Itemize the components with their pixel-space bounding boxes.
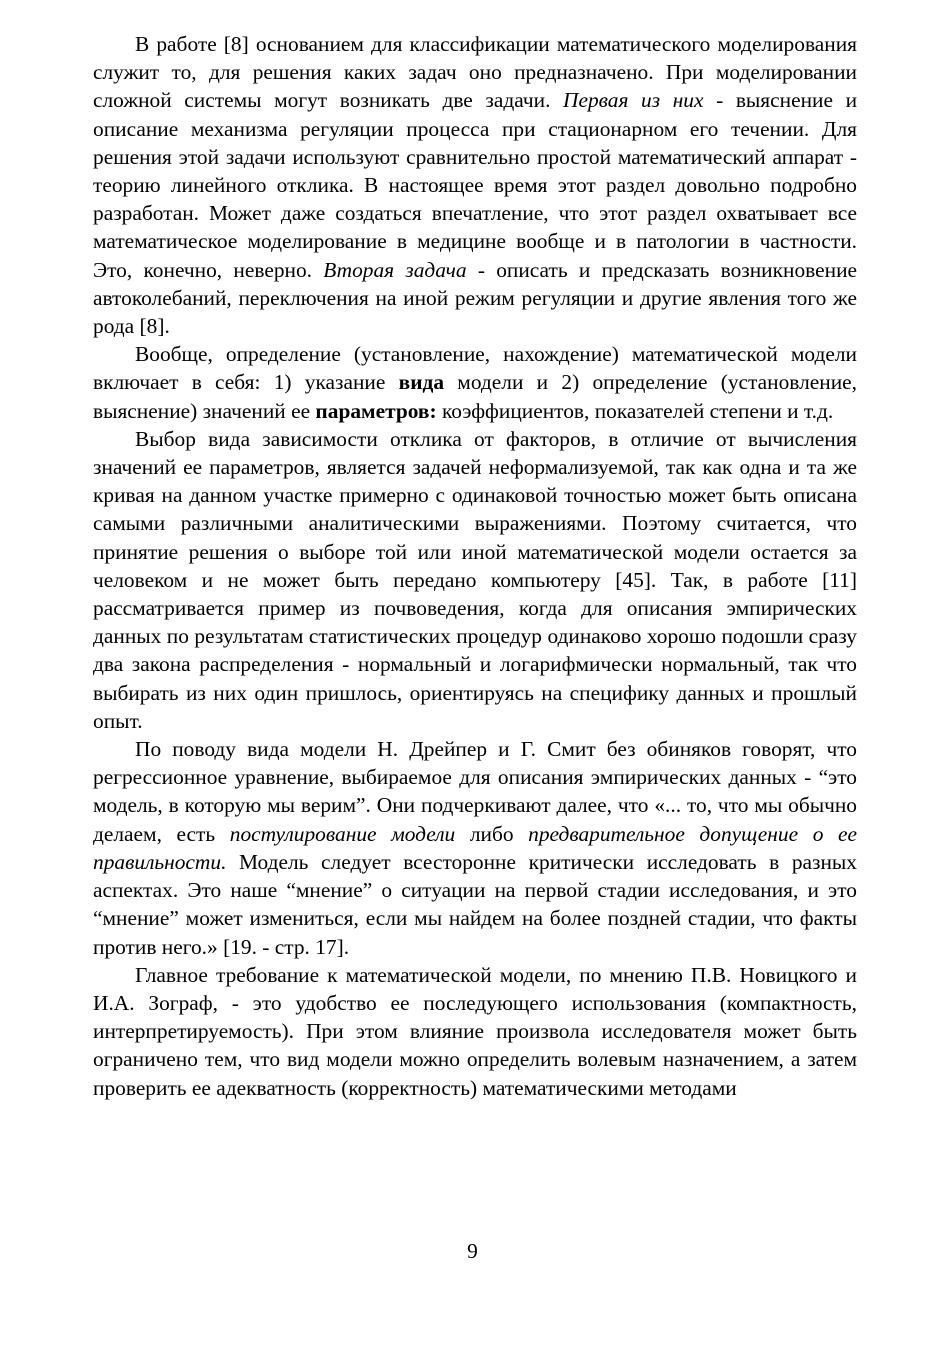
text-segment: Выбор вида зависимости отклика от факторов, в отличие от вычисления значений ее параметров, является задачей неформализуемой, так как одна и та же кривая на данном участке примерно с одинаковой точностью может быть описана самыми различными аналитическими выражениями. Поэтому считается, что принятие решения о выборе той или иной математической модели остается за человеком и не может быть передано компьютеру [45]. Так, в работе [11] рассматривается пример из почвоведения, когда для описания эмпирических данных по результатам статистических процедур одинаково хорошо подошли сразу два закона распределения - нормальный и логарифмически нормальный, так что выбирать из них один пришлось, ориентируясь на специфику данных и прошлый опыт. — [93, 426, 857, 733]
text-segment: Главное требование к математической модели, по мнению П.В. Новицкого и И.А. Зограф, - это удобство ее последующего использования (компактность, интерпретируемость). При этом влияние произвола исследователя может быть ограничено тем, что вид модели можно определить волевым назначением, а затем проверить ее адекватность (корректность) математическими методами — [93, 962, 857, 1100]
paragraph-5 — [93, 961, 857, 1102]
paragraph-4 — [93, 735, 857, 961]
page-body — [93, 30, 857, 1102]
text-segment: Модель следует всесторонне критически исследовать в разных аспектах. Это наше “мнение” о ситуации на первой стадии исследования, и это “мнение” может измениться, если мы найдем на более поздней стадии, что факты против него.» [19. - стр. 17]. — [93, 849, 857, 959]
italic-text-segment: Вторая задача — [323, 257, 467, 282]
bold-text-segment: параметров: — [315, 398, 437, 423]
bold-text-segment: вида — [398, 370, 445, 395]
text-segment: В работе [8] основанием для классификации математического моделирования служит то, для решения каких задач оно предназначено. При моделировании сложной системы могут возникать две задачи. — [93, 32, 857, 113]
text-segment: Вообще, определение (установление, нахождение) математической модели включает в себя: 1) указание — [93, 342, 857, 395]
text-segment: - описать и предсказать возникновение автоколебаний, переключения на иной режим регуляции и другие явления того же рода [8]. — [93, 257, 858, 339]
paragraph-2 — [93, 340, 857, 425]
text-segment: По поводу вида модели Н. Дрейпер и Г. Смит без обиняков говорят, что регрессионное уравнение, выбираемое для описания эмпирических данных - “это модель, в которую мы верим”. Они подчеркивают далее, что «... то, что мы обычно делаем, есть — [93, 737, 857, 846]
page-number: 9 — [467, 1239, 478, 1263]
text-segment: коэффициентов, показателей степени и т.д. — [436, 398, 834, 423]
text-segment: модели и 2) определение (установление, выяснение) значений ее — [93, 370, 858, 423]
paragraph-1 — [93, 30, 857, 340]
paragraph-3 — [93, 425, 857, 735]
text-segment: либо — [455, 821, 529, 846]
italic-text-segment: предварительное допущение о ее правильности. — [93, 821, 857, 874]
italic-text-segment: постулирование модели — [229, 821, 456, 846]
italic-text-segment: Первая из них — [563, 88, 704, 113]
text-segment: - выяснение и описание механизма регуляции процесса при стационарном его течении. Для решения этой задачи используют сравнительно простой математический аппарат - теорию линейного отклика. В настоящее время этот раздел довольно подробно разработан. Может даже создаться впечатление, что этот раздел охватывает все математическое моделирование в медицине вообще и в патологии в частности. Это, конечно, неверно. — [93, 88, 858, 282]
